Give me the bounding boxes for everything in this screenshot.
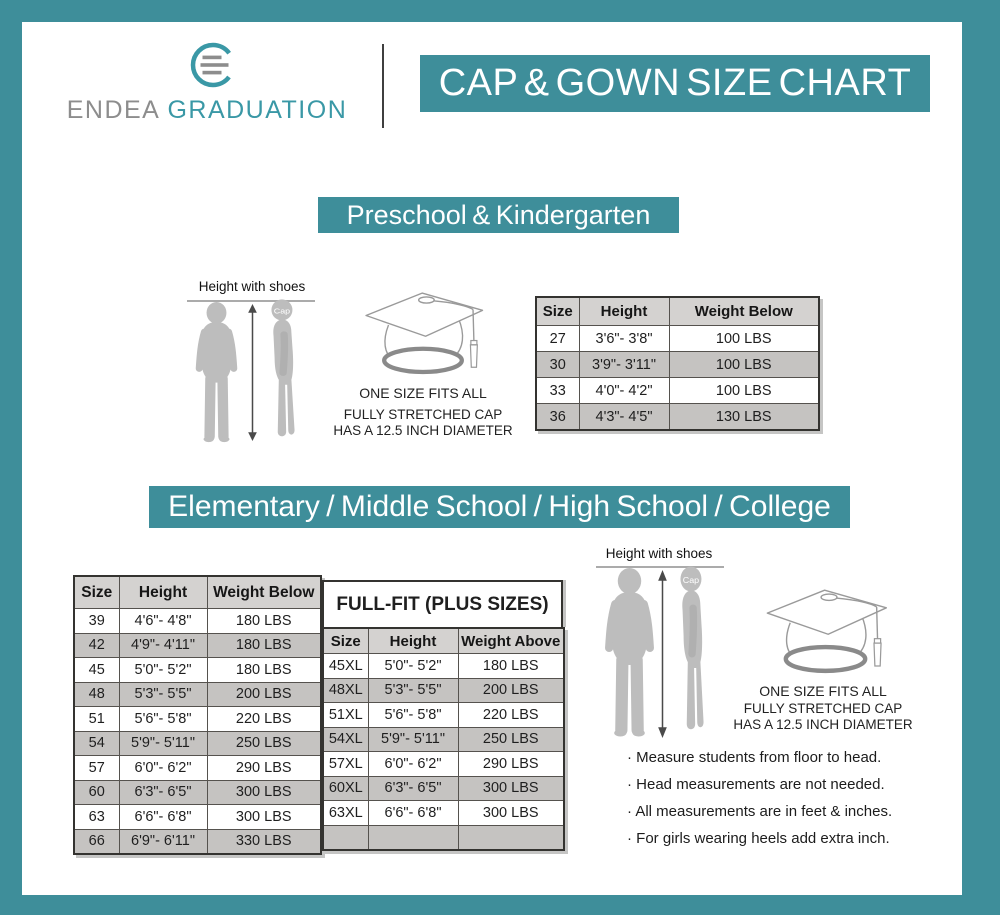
table-cell: 66 — [74, 829, 119, 854]
table-cell: 48XL — [323, 678, 368, 703]
table-row — [536, 404, 819, 431]
height-with-shoes-label: Height with shoes — [198, 279, 306, 294]
table-row — [536, 352, 819, 378]
table-cell: 5'0"- 5'2" — [368, 654, 458, 679]
brand-name-primary: ENDEA — [66, 96, 159, 124]
table-row — [536, 378, 819, 404]
table-cell: 200 LBS — [207, 682, 321, 707]
table-cell: 300 LBS — [458, 801, 564, 826]
table-cell: 5'3"- 5'5" — [119, 682, 207, 707]
plus-sizes-title: FULL-FIT (PLUS SIZES) — [322, 580, 563, 627]
standard-size-table — [73, 575, 322, 855]
column-header: Size — [536, 297, 579, 326]
table-row — [74, 682, 321, 707]
section-banner-elementary-college: Elementary / Middle School / High School / College — [149, 486, 850, 528]
table-cell: 220 LBS — [458, 703, 564, 728]
table-cell: 200 LBS — [458, 678, 564, 703]
table-cell: 300 LBS — [207, 805, 321, 830]
graduation-cap-illustration — [354, 287, 492, 382]
table-cell: 36 — [536, 404, 579, 431]
table-row — [536, 326, 819, 352]
table-cell: 60XL — [323, 776, 368, 801]
table-header-row — [74, 576, 321, 609]
logo-circle-icon — [189, 41, 237, 89]
column-header: Weight Above — [458, 628, 564, 654]
child-front-silhouette — [194, 302, 239, 445]
cap-tag-label: Cap — [273, 307, 291, 316]
table-cell: 5'9"- 5'11" — [368, 727, 458, 752]
table-cell: 4'6"- 4'8" — [119, 609, 207, 634]
height-arrow — [246, 304, 259, 441]
note-item: · Head measurements are not needed. — [627, 776, 885, 793]
table-cell: 3'9"- 3'11" — [579, 352, 669, 378]
column-header: Size — [323, 628, 368, 654]
table-cell: 51XL — [323, 703, 368, 728]
adult-front-silhouette — [603, 568, 656, 740]
brand-name-secondary: GRADUATION — [167, 96, 348, 124]
preschool-size-table — [535, 296, 820, 431]
brand-logo-icon — [189, 41, 237, 89]
table-cell: 51 — [74, 707, 119, 732]
table-cell: 4'9"- 4'11" — [119, 633, 207, 658]
cap-note-line2: HAS A 12.5 INCH DIAMETER — [733, 717, 913, 732]
brand-name — [57, 96, 357, 125]
table-cell: 27 — [536, 326, 579, 352]
height-with-shoes-label: Height with shoes — [605, 546, 713, 561]
table-cell: 39 — [74, 609, 119, 634]
adult-side-silhouette — [671, 566, 713, 742]
table-cell: 130 LBS — [669, 404, 819, 431]
header-divider — [382, 44, 384, 128]
table-row — [323, 752, 564, 777]
table-cell: 54XL — [323, 727, 368, 752]
table-cell: 45 — [74, 658, 119, 683]
table-row — [323, 825, 564, 850]
column-header: Size — [74, 576, 119, 609]
cap-diameter-note — [728, 701, 918, 733]
table-cell: 5'3"- 5'5" — [368, 678, 458, 703]
table-cell — [368, 825, 458, 850]
table-cell: 290 LBS — [207, 756, 321, 781]
table-cell: 57 — [74, 756, 119, 781]
table-cell: 4'3"- 4'5" — [579, 404, 669, 431]
table-row — [74, 780, 321, 805]
table-cell: 5'6"- 5'8" — [119, 707, 207, 732]
one-size-caption: ONE SIZE FITS ALL — [359, 385, 487, 401]
table-cell: 290 LBS — [458, 752, 564, 777]
table-cell: 180 LBS — [458, 654, 564, 679]
table-cell: 54 — [74, 731, 119, 756]
table-cell: 100 LBS — [669, 378, 819, 404]
page-title: CAP & GOWN SIZE CHART — [420, 55, 930, 112]
table-row — [323, 703, 564, 728]
table-cell: 6'9"- 6'11" — [119, 829, 207, 854]
note-item: · For girls wearing heels add extra inch. — [627, 830, 890, 847]
table-cell: 5'6"- 5'8" — [368, 703, 458, 728]
table-cell: 60 — [74, 780, 119, 805]
table-cell: 300 LBS — [458, 776, 564, 801]
table-cell: 42 — [74, 633, 119, 658]
table-row — [74, 756, 321, 781]
table-header-row — [536, 297, 819, 326]
table-row — [323, 654, 564, 679]
column-header: Weight Below — [207, 576, 321, 609]
note-item: · Measure students from floor to head. — [627, 749, 882, 766]
cap-tag-label: Cap — [682, 575, 700, 585]
table-row — [74, 707, 321, 732]
note-item: · All measurements are in feet & inches. — [627, 803, 893, 820]
table-row — [74, 805, 321, 830]
table-cell: 63XL — [323, 801, 368, 826]
table-row — [74, 658, 321, 683]
section-banner-preschool: Preschool & Kindergarten — [318, 197, 679, 233]
table-cell — [458, 825, 564, 850]
table-cell: 6'6"- 6'8" — [368, 801, 458, 826]
table-row — [323, 727, 564, 752]
table-cell: 3'6"- 3'8" — [579, 326, 669, 352]
table-cell: 180 LBS — [207, 658, 321, 683]
cap-note-line1: FULLY STRETCHED CAP — [743, 701, 903, 716]
cap-note-line1: FULLY STRETCHED CAP — [343, 407, 503, 422]
table-row — [74, 633, 321, 658]
plus-size-table — [322, 627, 565, 851]
table-cell: 6'6"- 6'8" — [119, 805, 207, 830]
column-header: Height — [119, 576, 207, 609]
table-cell: 250 LBS — [207, 731, 321, 756]
one-size-caption: ONE SIZE FITS ALL — [759, 683, 887, 699]
cap-diameter-note — [328, 407, 518, 439]
table-cell: 4'0"- 4'2" — [579, 378, 669, 404]
measurement-notes-list — [627, 744, 892, 852]
table-cell: 6'3"- 6'5" — [368, 776, 458, 801]
height-arrow — [656, 570, 669, 738]
table-cell: 100 LBS — [669, 326, 819, 352]
table-cell: 63 — [74, 805, 119, 830]
column-header: Height — [368, 628, 458, 654]
table-cell: 57XL — [323, 752, 368, 777]
table-cell: 100 LBS — [669, 352, 819, 378]
table-row — [74, 829, 321, 854]
table-header-row — [323, 628, 564, 654]
table-cell: 48 — [74, 682, 119, 707]
table-cell: 180 LBS — [207, 609, 321, 634]
table-cell: 6'0"- 6'2" — [119, 756, 207, 781]
table-cell: 250 LBS — [458, 727, 564, 752]
table-row — [323, 678, 564, 703]
table-cell: 6'0"- 6'2" — [368, 752, 458, 777]
table-cell: 30 — [536, 352, 579, 378]
table-cell: 330 LBS — [207, 829, 321, 854]
table-cell: 45XL — [323, 654, 368, 679]
table-cell: 5'0"- 5'2" — [119, 658, 207, 683]
table-row — [74, 731, 321, 756]
table-cell: 180 LBS — [207, 633, 321, 658]
cap-note-line2: HAS A 12.5 INCH DIAMETER — [333, 423, 513, 438]
table-cell: 300 LBS — [207, 780, 321, 805]
table-row — [74, 609, 321, 634]
table-row — [323, 776, 564, 801]
column-header: Height — [579, 297, 669, 326]
table-cell — [323, 825, 368, 850]
graduation-cap-illustration — [753, 584, 898, 681]
table-row — [323, 801, 564, 826]
table-cell: 220 LBS — [207, 707, 321, 732]
table-cell: 5'9"- 5'11" — [119, 731, 207, 756]
column-header: Weight Below — [669, 297, 819, 326]
table-cell: 33 — [536, 378, 579, 404]
table-cell: 6'3"- 6'5" — [119, 780, 207, 805]
child-side-silhouette — [262, 299, 304, 447]
